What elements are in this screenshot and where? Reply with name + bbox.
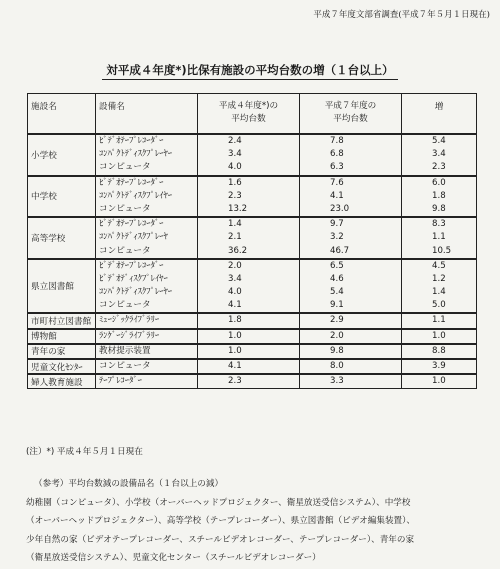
value-text: 4.5	[432, 260, 446, 271]
table-row	[28, 313, 477, 328]
value-text: 2.0	[330, 330, 344, 341]
average-units-table	[27, 93, 477, 389]
h7-value-cell	[300, 344, 402, 359]
h7-value-cell	[300, 329, 402, 344]
equipment-name: ﾋﾞﾃﾞｵﾃｰﾌﾟﾚｺｰﾀﾞｰ	[99, 136, 164, 146]
facility-cell: 高等学校	[28, 217, 96, 259]
value-text: 46.7	[330, 245, 350, 256]
table-row	[28, 176, 477, 218]
equipment-cell	[96, 329, 198, 344]
reference-line: 幼稚園（コンピュータ）、小学校（オーバーヘッドプロジェクター、衛星放送受信システム）、中学校	[26, 497, 411, 508]
increase-cell	[402, 259, 477, 314]
h4-value-cell	[198, 313, 300, 328]
value-text: 6.3	[330, 162, 344, 173]
h7-value-cell	[300, 259, 402, 314]
value-text: 3.3	[330, 376, 344, 387]
h4-value-cell	[198, 259, 300, 314]
value-text: 23.0	[330, 203, 350, 214]
value-text: 6.5	[330, 260, 344, 271]
h7-value-cell	[300, 359, 402, 374]
increase-cell	[402, 134, 477, 176]
value-text: 2.4	[228, 136, 242, 146]
value-text: 2.3	[432, 162, 446, 173]
h4-value-cell	[198, 176, 300, 218]
facility-cell: 児童文化ｾﾝﾀｰ	[28, 359, 96, 374]
equipment-cell	[96, 134, 198, 176]
h7-value-cell	[300, 374, 402, 389]
value-text: 1.8	[432, 190, 446, 201]
equipment-cell	[96, 313, 198, 328]
h4-value-cell	[198, 217, 300, 259]
h4-value-cell	[198, 329, 300, 344]
table-row	[28, 374, 477, 389]
value-text: 36.2	[228, 245, 248, 256]
increase-cell	[402, 217, 477, 259]
value-text: 1.4	[228, 219, 242, 230]
value-text: 4.6	[330, 273, 344, 284]
value-text: 8.3	[432, 219, 446, 230]
equipment-name: コンピュータ	[99, 300, 151, 311]
facility-cell: 県立図書館	[28, 259, 96, 314]
value-text: 6.0	[432, 177, 446, 188]
equipment-cell	[96, 259, 198, 314]
reference-section	[26, 475, 415, 568]
value-text: 4.1	[330, 190, 344, 201]
value-text: 5.0	[432, 300, 446, 311]
equipment-cell	[96, 217, 198, 259]
value-text: 3.2	[330, 232, 344, 243]
equipment-name: ﾋﾞﾃﾞｵﾃｰﾌﾟﾚｺｰﾀﾞｰ	[99, 219, 164, 230]
table-row	[28, 134, 477, 176]
value-text: 1.6	[228, 177, 242, 188]
value-text: 13.2	[228, 203, 248, 214]
equipment-name: ｺﾝﾊﾟｸﾄﾃﾞｨｽｸﾌﾟﾚｰﾔｰ	[99, 149, 173, 160]
equipment-name: ｺﾝﾊﾟｸﾄﾃﾞｨｽｸﾌﾟﾚｲﾔｰ	[99, 190, 173, 201]
value-text: 8.0	[330, 361, 344, 371]
facility-cell: 市町村立図書館	[28, 313, 96, 328]
h4-value-cell	[198, 359, 300, 374]
reference-heading: （参考）平均台数減の設備品名（１台以上の減）	[34, 479, 224, 489]
equipment-name: コンピュータ	[99, 361, 151, 371]
h7-value-cell	[300, 217, 402, 259]
title-text: 対平成４年度*)比保有施設の平均台数の増（１台以上）	[102, 63, 397, 80]
value-text: 3.4	[228, 149, 242, 160]
source-note: 平成７年度文部省調査(平成７年５月１日現在)	[313, 10, 490, 20]
value-text: 6.8	[330, 149, 344, 160]
equipment-name: コンピュータ	[99, 203, 151, 214]
value-text: 2.3	[228, 190, 242, 201]
value-text: 4.0	[228, 287, 242, 298]
value-text: 7.8	[330, 136, 344, 146]
value-text: 1.0	[228, 345, 242, 356]
header-increase: 増	[402, 94, 477, 135]
equipment-cell	[96, 374, 198, 389]
value-text: 4.0	[228, 162, 242, 173]
facility-cell: 青年の家	[28, 344, 96, 359]
document-title	[0, 62, 500, 78]
facility-cell: 博物館	[28, 329, 96, 344]
h7-value-cell	[300, 313, 402, 328]
value-text: 8.8	[432, 345, 446, 356]
facility-cell: 婦人教育施設	[28, 374, 96, 389]
equipment-name: コンピュータ	[99, 162, 151, 173]
table-row	[28, 217, 477, 259]
value-text: 9.7	[330, 219, 344, 230]
h7-value-cell	[300, 176, 402, 218]
h4-value-cell	[198, 374, 300, 389]
equipment-cell	[96, 344, 198, 359]
increase-cell	[402, 359, 477, 374]
table-body	[28, 134, 477, 389]
value-text: 4.1	[228, 361, 242, 371]
table-row	[28, 344, 477, 359]
increase-cell	[402, 344, 477, 359]
value-text: 1.0	[432, 330, 446, 341]
increase-cell	[402, 374, 477, 389]
header-h7-average: 平成７年度の 平均台数	[300, 94, 402, 135]
equipment-cell	[96, 176, 198, 218]
header-facility: 施設名	[28, 94, 96, 135]
value-text: 10.5	[432, 245, 452, 256]
header-equipment: 設備名	[96, 94, 198, 135]
value-text: 5.4	[330, 287, 344, 298]
table-row	[28, 259, 477, 314]
value-text: 5.4	[432, 136, 446, 146]
value-text: 1.4	[432, 287, 446, 298]
value-text: 1.0	[228, 330, 242, 341]
equipment-name: コンピュータ	[99, 245, 151, 256]
increase-cell	[402, 329, 477, 344]
value-text: 2.9	[330, 315, 344, 326]
value-text: 7.6	[330, 177, 344, 188]
equipment-cell	[96, 359, 198, 374]
h4-value-cell	[198, 344, 300, 359]
value-text: 2.0	[228, 260, 242, 271]
footnote: (注）*) 平成４年５月１日現在	[26, 447, 143, 457]
value-text: 9.8	[330, 345, 344, 356]
facility-cell: 小学校	[28, 134, 96, 176]
value-text: 1.0	[432, 376, 446, 387]
equipment-name: ｺﾝﾊﾟｸﾄﾃﾞｨｽｸﾌﾟﾚｰﾔｰ	[99, 287, 173, 298]
equipment-name: ﾃｰﾌﾟﾚｺｰﾀﾞｰ	[99, 376, 142, 387]
equipment-name: ﾗﾝｹﾞｰｼﾞﾗｲﾌﾞﾗﾘｰ	[99, 330, 160, 341]
header-h4-average: 平成４年度*)の 平均台数	[198, 94, 300, 135]
reference-line: （オーバーヘッドプロジェクター）、高等学校（テープレコーダー）、県立図書館（ビデオ編集装置）、	[26, 516, 416, 526]
table-row	[28, 329, 477, 344]
value-text: 2.3	[228, 376, 242, 387]
value-text: 4.1	[228, 300, 242, 311]
equipment-name: ｺﾝﾊﾟｸﾄﾃﾞｨｽｸﾌﾟﾚｰﾔ	[99, 232, 168, 243]
value-text: 1.1	[432, 315, 446, 326]
equipment-name: ﾋﾞﾃﾞｵﾃｰﾌﾟﾚｺｰﾀﾞｰ	[99, 177, 164, 188]
value-text: 3.4	[228, 273, 242, 284]
value-text: 1.1	[432, 232, 446, 243]
equipment-name: 教材提示装置	[99, 345, 151, 356]
equipment-name: ﾋﾞﾃﾞｵﾃｰﾌﾟﾚｺｰﾀﾞｰ	[99, 260, 164, 271]
value-text: 9.8	[432, 203, 446, 214]
increase-cell	[402, 176, 477, 218]
h4-value-cell	[198, 134, 300, 176]
facility-cell: 中学校	[28, 176, 96, 218]
reference-line: 少年自然の家（ビデオテープレコーダー、スチールビデオレコーダー、テープレコーダー）、青年の家	[26, 534, 415, 545]
table-header-row	[28, 94, 477, 135]
value-text: 2.1	[228, 232, 242, 243]
value-text: 3.9	[432, 361, 446, 371]
equipment-name: ﾋﾞﾃﾞｵﾃﾞｨｽｸﾌﾟﾚｲﾔｰ	[99, 273, 168, 284]
value-text: 3.4	[432, 149, 446, 160]
equipment-name: ﾐｭｰｼﾞｯｸﾗｲﾌﾞﾗﾘｰ	[99, 315, 160, 326]
h7-value-cell	[300, 134, 402, 176]
reference-line: （衛星放送受信システム）、児童文化センター（スチールビデオレコーダー）	[26, 553, 321, 563]
value-text: 9.1	[330, 300, 344, 311]
value-text: 1.2	[432, 273, 446, 284]
value-text: 1.8	[228, 315, 242, 326]
table-row	[28, 359, 477, 374]
increase-cell	[402, 313, 477, 328]
